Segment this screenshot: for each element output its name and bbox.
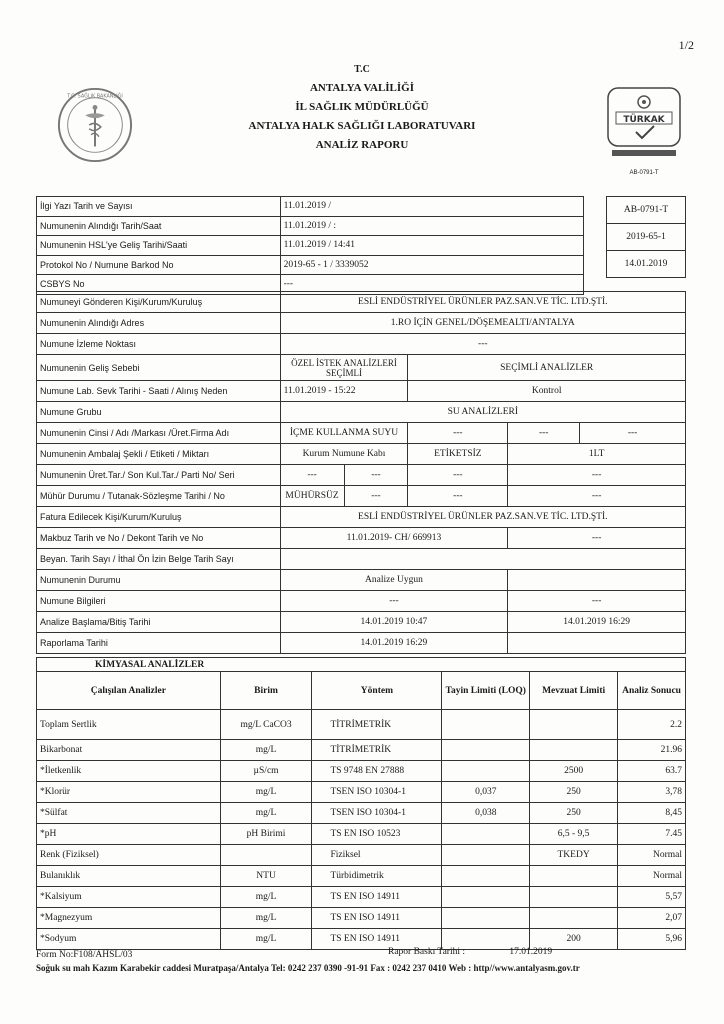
analysis-result: 8,45 [618, 803, 686, 824]
info-row [37, 236, 584, 256]
analysis-method: Fiziksel [312, 845, 442, 866]
sample-info-table [36, 196, 584, 295]
analysis-unit: µS/cm [220, 761, 312, 782]
address-label: Numunenin Alındığı Adres [37, 313, 281, 334]
type-label: Numunenin Cinsi / Adı /Markası /Üret.Firma Adı [37, 423, 281, 444]
analysis-end-date: 14.01.2019 16:29 [508, 612, 686, 633]
analysis-name: Bulanıklık [37, 866, 221, 887]
analysis-loq [442, 710, 530, 740]
info-label: Protokol No / Numune Barkod No [37, 255, 281, 275]
analysis-result: 21.96 [618, 740, 686, 761]
row-shipment [37, 381, 686, 402]
receipt-value-1: 11.01.2019- CH/ 669913 [280, 528, 508, 549]
monitoring-point-label: Numune İzleme Noktası [37, 334, 281, 355]
reason-label: Numunenin Geliş Sebebi [37, 355, 281, 381]
analysis-result: 5,96 [618, 929, 686, 950]
svg-text:T.C. SAĞLIK BAKANLIĞI: T.C. SAĞLIK BAKANLIĞI [67, 93, 123, 100]
analysis-loq [442, 908, 530, 929]
analysis-limit: 250 [530, 782, 618, 803]
analysis-result: 7.45 [618, 824, 686, 845]
invoice-value: ESLİ ENDÜSTRİYEL ÜRÜNLER PAZ.SAN.VE TİC. LTD.ŞTİ. [280, 507, 685, 528]
side-reference-table [606, 196, 686, 278]
header-line-laboratory: ANTALYA HALK SAĞLIĞI LABORATUVARI [248, 120, 476, 132]
row-seal [37, 486, 686, 507]
footer-address: Soğuk su mah Kazım Karabekir caddesi Muratpaşa/Antalya Tel: 0242 237 0390 -91-91 Fax : 0242 237 0410 Web : http//www.antalyasm.gov.tr [36, 963, 580, 973]
side-protocol-number: 2019-65-1 [607, 224, 686, 251]
production-value-1: --- [280, 465, 344, 486]
type-value-2: --- [408, 423, 508, 444]
analysis-method: TS EN ISO 14911 [312, 887, 442, 908]
row-invoice [37, 507, 686, 528]
sender-value: ESLİ ENDÜSTRİYEL ÜRÜNLER PAZ.SAN.VE TİC. LTD.ŞTİ. [280, 292, 685, 313]
header-line-valilik: ANTALYA VALİLİĞİ [309, 82, 415, 94]
production-value-4: --- [508, 465, 686, 486]
col-analysis: Çalışılan Analizler [37, 672, 221, 710]
shipment-label: Numune Lab. Sevk Tarihi - Saati / Alınış Neden [37, 381, 281, 402]
info-row [37, 216, 584, 236]
info-label: İlgi Yazı Tarih ve Sayısı [37, 197, 281, 217]
info-value: --- [280, 275, 583, 295]
analysis-result: 3,78 [618, 782, 686, 803]
reason-value-1: ÖZEL İSTEK ANALİZLERİ SEÇİMLİ [280, 355, 408, 381]
analysis-name: Renk (Fiziksel) [37, 845, 221, 866]
analysis-unit: mg/L [220, 887, 312, 908]
header-line-report-title: ANALİZ RAPORU [315, 139, 409, 151]
analysis-row [37, 929, 686, 950]
analysis-loq [442, 845, 530, 866]
print-date-label: Rapor Baskı Tarihi : [388, 947, 465, 957]
row-sample-info [37, 591, 686, 612]
col-result: Analiz Sonucu [618, 672, 686, 710]
analysis-row [37, 866, 686, 887]
analysis-row [37, 740, 686, 761]
info-value: 11.01.2019 / : [280, 216, 583, 236]
row-monitoring-point [37, 334, 686, 355]
analysis-loq [442, 740, 530, 761]
row-declaration [37, 549, 686, 570]
analysis-row [37, 782, 686, 803]
analysis-limit: 250 [530, 803, 618, 824]
seal-value-4: --- [508, 486, 686, 507]
state-empty [508, 570, 686, 591]
row-address [37, 313, 686, 334]
info-value: 2019-65 - 1 / 3339052 [280, 255, 583, 275]
form-number: Form No:F108/AHSL/03 [36, 950, 133, 960]
row-type [37, 423, 686, 444]
sample-info-label: Numune Bilgileri [37, 591, 281, 612]
analysis-result: 2,07 [618, 908, 686, 929]
analysis-row [37, 761, 686, 782]
chemical-section-title: KİMYASAL ANALİZLER [37, 658, 686, 672]
receipt-label: Makbuz Tarih ve No / Dekont Tarih ve No [37, 528, 281, 549]
analysis-loq: 0,038 [442, 803, 530, 824]
analysis-name: Bikarbonat [37, 740, 221, 761]
analysis-unit: mg/L [220, 929, 312, 950]
analysis-method: TSEN ISO 10304-1 [312, 782, 442, 803]
monitoring-point-value: --- [280, 334, 685, 355]
state-label: Numunenin Durumu [37, 570, 281, 591]
analysis-limit [530, 887, 618, 908]
sample-info-value-2: --- [508, 591, 686, 612]
turkak-accreditation-logo [604, 84, 684, 176]
chemical-analysis-table [36, 657, 686, 950]
analysis-row [37, 845, 686, 866]
col-unit: Birim [220, 672, 312, 710]
invoice-label: Fatura Edilecek Kişi/Kurum/Kuruluş [37, 507, 281, 528]
analysis-limit: 200 [530, 929, 618, 950]
group-label: Numune Grubu [37, 402, 281, 423]
analysis-method: TİTRİMETRİK [312, 740, 442, 761]
analysis-dates-label: Analize Başlama/Bitiş Tarihi [37, 612, 281, 633]
header-line-mudurluk: İL SAĞLIK MÜDÜRLÜĞÜ [295, 101, 429, 113]
declaration-label: Beyan. Tarih Sayı / İthal Ön İzin Belge Tarih Sayı [37, 549, 281, 570]
row-reason [37, 355, 686, 381]
row-group [37, 402, 686, 423]
analysis-method: TS EN ISO 14911 [312, 929, 442, 950]
declaration-value [280, 549, 685, 570]
page-number: 1/2 [678, 38, 694, 52]
row-packaging [37, 444, 686, 465]
seal-value-1: MÜHÜRSÜZ [280, 486, 344, 507]
row-receipt [37, 528, 686, 549]
analysis-unit: NTU [220, 866, 312, 887]
analysis-unit: mg/L [220, 740, 312, 761]
row-analysis-dates [37, 612, 686, 633]
analysis-result: 63.7 [618, 761, 686, 782]
info-row [37, 197, 584, 217]
seal-value-3: --- [408, 486, 508, 507]
address-value: 1.RO İÇİN GENEL/DÖŞEMEALTI/ANTALYA [280, 313, 685, 334]
info-value: 11.01.2019 / [280, 197, 583, 217]
type-value-3: --- [508, 423, 580, 444]
analysis-loq: 0,037 [442, 782, 530, 803]
report-date-empty [508, 633, 686, 654]
side-accreditation-code: AB-0791-T [607, 197, 686, 224]
packaging-value-3: 1LT [508, 444, 686, 465]
analysis-result: 5,57 [618, 887, 686, 908]
row-state [37, 570, 686, 591]
info-value: 11.01.2019 / 14:41 [280, 236, 583, 256]
type-value-1: İÇME KULLANMA SUYU [280, 423, 408, 444]
analysis-loq [442, 887, 530, 908]
packaging-label: Numunenin Ambalaj Şekli / Etiketi / Miktarı [37, 444, 281, 465]
analysis-result: Normal [618, 845, 686, 866]
analysis-limit [530, 866, 618, 887]
analysis-name: *Klorür [37, 782, 221, 803]
turkak-code: AB-0791-T [629, 170, 659, 176]
info-label: Numunenin HSL'ye Geliş Tarihi/Saati [37, 236, 281, 256]
analysis-name: *Sodyum [37, 929, 221, 950]
analysis-result: 2.2 [618, 710, 686, 740]
production-label: Numunenin Üret.Tar./ Son Kul.Tar./ Parti No/ Seri [37, 465, 281, 486]
info-row [37, 255, 584, 275]
analysis-limit: TKEDY [530, 845, 618, 866]
receipt-value-2: --- [508, 528, 686, 549]
analysis-row [37, 887, 686, 908]
row-production [37, 465, 686, 486]
col-legal-limit: Mevzuat Limiti [530, 672, 618, 710]
analysis-start-date: 14.01.2019 10:47 [280, 612, 508, 633]
analysis-name: *Magnezyum [37, 908, 221, 929]
side-report-date: 14.01.2019 [607, 251, 686, 278]
analysis-name: *Kalsiyum [37, 887, 221, 908]
production-value-2: --- [344, 465, 408, 486]
analysis-limit [530, 740, 618, 761]
analysis-loq [442, 866, 530, 887]
analysis-limit: 2500 [530, 761, 618, 782]
report-date-value: 14.01.2019 16:29 [280, 633, 508, 654]
chemical-header-row [37, 672, 686, 710]
analysis-method: Türbidimetrik [312, 866, 442, 887]
row-sender [37, 292, 686, 313]
analysis-unit: mg/L [220, 782, 312, 803]
type-value-4: --- [580, 423, 686, 444]
analysis-unit: mg/L CaCO3 [220, 710, 312, 740]
info-label: Numunenin Alındığı Tarih/Saat [37, 216, 281, 236]
analysis-name: Toplam Sertlik [37, 710, 221, 740]
analysis-unit: pH Birimi [220, 824, 312, 845]
turkak-brand-text: TÜRKAK [623, 115, 665, 125]
packaging-value-2: ETİKETSİZ [408, 444, 508, 465]
analysis-limit [530, 908, 618, 929]
sample-info-value-1: --- [280, 591, 508, 612]
report-date-label: Raporlama Tarihi [37, 633, 281, 654]
analysis-method: TS EN ISO 10523 [312, 824, 442, 845]
seal-value-2: --- [344, 486, 408, 507]
sender-label: Numuneyi Gönderen Kişi/Kurum/Kuruluş [37, 292, 281, 313]
analysis-method: TSEN ISO 10304-1 [312, 803, 442, 824]
analysis-loq [442, 824, 530, 845]
analysis-method: TS 9748 EN 27888 [312, 761, 442, 782]
analysis-name: *Sülfat [37, 803, 221, 824]
analysis-unit [220, 845, 312, 866]
info-label: CSBYS No [37, 275, 281, 295]
analysis-limit: 6,5 - 9,5 [530, 824, 618, 845]
analysis-name: *pH [37, 824, 221, 845]
analysis-limit [530, 710, 618, 740]
shipment-reason: Kontrol [408, 381, 686, 402]
col-loq: Tayin Limiti (LOQ) [442, 672, 530, 710]
reason-value-2: SEÇİMLİ ANALİZLER [408, 355, 686, 381]
group-value: SU ANALİZLERİ [280, 402, 685, 423]
turkak-mark-icon [604, 84, 684, 162]
analysis-row [37, 710, 686, 740]
state-value: Analize Uygun [280, 570, 508, 591]
shipment-datetime: 11.01.2019 - 15:22 [280, 381, 408, 402]
analysis-result: Normal [618, 866, 686, 887]
analysis-unit: mg/L [220, 908, 312, 929]
col-method: Yöntem [312, 672, 442, 710]
print-date-value: 17.01.2019 [509, 947, 553, 957]
analysis-row [37, 908, 686, 929]
print-date [388, 947, 552, 957]
analysis-row [37, 824, 686, 845]
seal-label: Mühür Durumu / Tutanak-Sözleşme Tarihi / No [37, 486, 281, 507]
packaging-value-1: Kurum Numune Kabı [280, 444, 408, 465]
analysis-name: *İletkenlik [37, 761, 221, 782]
production-value-3: --- [408, 465, 508, 486]
row-report-date [37, 633, 686, 654]
analysis-method: TİTRİMETRİK [312, 710, 442, 740]
sample-details-table [36, 291, 686, 654]
analysis-method: TS EN ISO 14911 [312, 908, 442, 929]
analysis-unit: mg/L [220, 803, 312, 824]
analysis-loq [442, 761, 530, 782]
header-line-tc: T.C [354, 64, 370, 75]
analysis-row [37, 803, 686, 824]
